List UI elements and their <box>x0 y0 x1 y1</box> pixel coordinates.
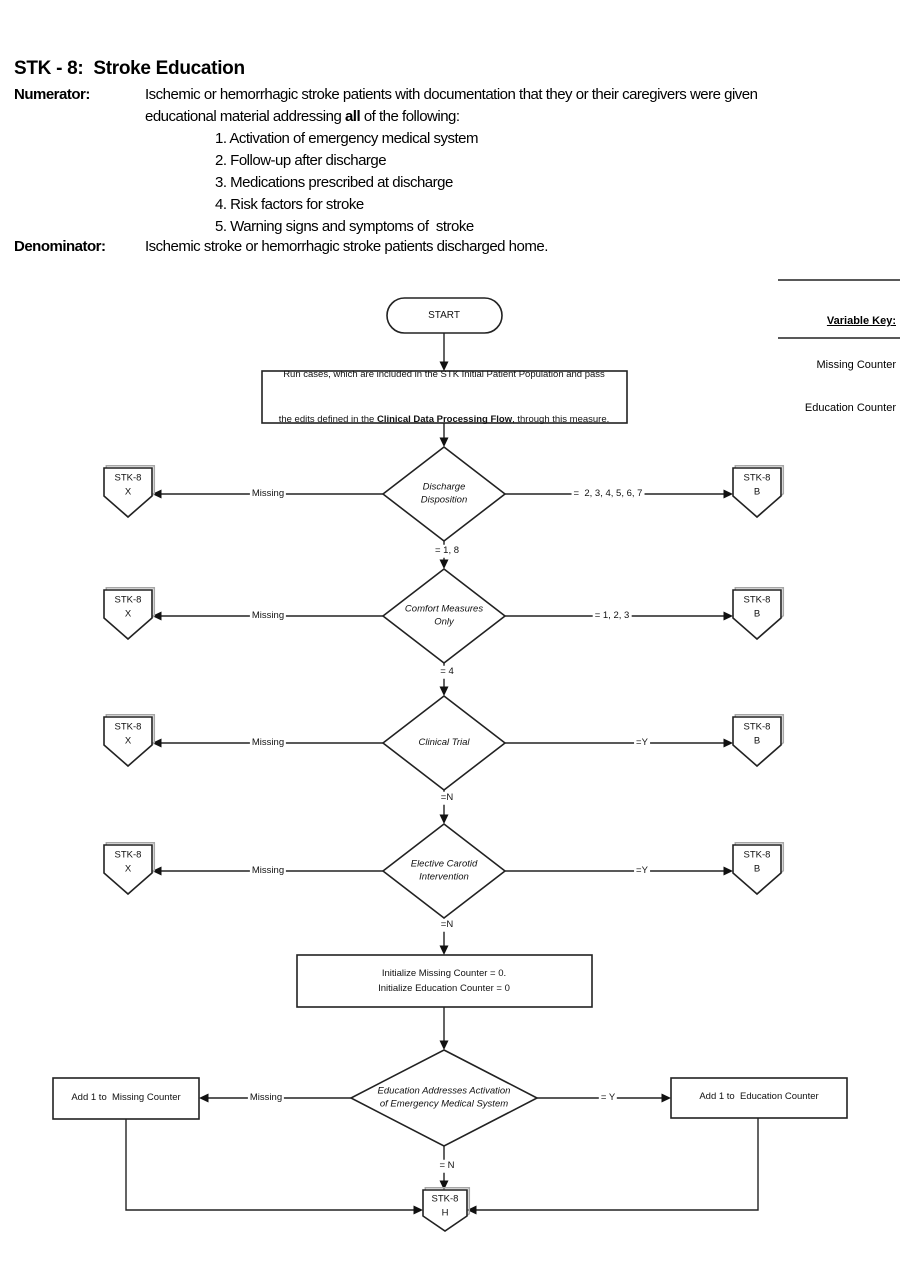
start-label: START <box>428 309 460 321</box>
variable-key-item-2: Education Counter <box>804 402 896 414</box>
decision-2-right-label: = 1, 2, 3 <box>594 609 630 621</box>
decision-3-right-label: =Y <box>636 736 648 748</box>
connector-h-text: STK-8 H <box>431 1193 459 1218</box>
page-title: STK - 8: Stroke Education <box>14 58 245 79</box>
denominator-text: Ischemic stroke or hemorrhagic stroke patients discharged home. <box>145 238 548 255</box>
numerator-line1: Ischemic or hemorrhagic stroke patients with documentation that they or their caregivers were given <box>145 86 758 103</box>
decision-1-right-label: = 2, 3, 4, 5, 6, 7 <box>573 487 643 499</box>
decision-1-text: Discharge Disposition <box>420 481 468 505</box>
action-add-education-counter-text: Add 1 to Education Counter <box>699 1090 819 1102</box>
connector-b-1-text: STK-8 B <box>743 472 771 497</box>
decision-4-down-label: =N <box>440 918 454 930</box>
variable-key <box>805 285 896 445</box>
decision-2-left-label: Missing <box>251 609 285 621</box>
decision-4-text: Elective Carotid Intervention <box>410 858 478 882</box>
decision-3-left-label: Missing <box>251 736 285 748</box>
process-initialize-counters-text: Initialize Missing Counter = 0. Initialize Education Counter = 0 <box>378 968 510 994</box>
numerator-line2: educational material addressing all of the following: <box>145 108 460 125</box>
variable-key-title: Variable Key: <box>826 315 896 327</box>
decision-2-down-label: = 4 <box>440 665 454 677</box>
decision-3-text: Clinical Trial <box>418 736 470 748</box>
connector-x-3-text: STK-8 X <box>114 721 142 746</box>
numerator-item-2: 2. Follow-up after discharge <box>215 152 387 169</box>
connector-b-4-text: STK-8 B <box>743 849 771 874</box>
numerator-item-3: 3. Medications prescribed at discharge <box>215 174 453 191</box>
denominator-label: Denominator: <box>14 238 106 255</box>
variable-key-item-1: Missing Counter <box>816 358 896 371</box>
decision-5-down-label: = N <box>439 1159 455 1171</box>
decision-4-right-label: =Y <box>636 864 648 876</box>
connector-b-2-text: STK-8 B <box>743 594 771 619</box>
connector-b-3-text: STK-8 B <box>743 721 771 746</box>
connector-x-2-text: STK-8 X <box>114 594 142 619</box>
numerator-item-1: 1. Activation of emergency medical system <box>215 130 478 147</box>
decision-1-down-label: = 1, 8 <box>434 544 460 556</box>
decision-2-text: Comfort Measures Only <box>404 603 484 627</box>
numerator-item-4: 4. Risk factors for stroke <box>215 196 364 213</box>
decision-5-right-label: = Y <box>600 1091 616 1103</box>
decision-5-left-label: Missing <box>249 1091 283 1103</box>
numerator-item-5: 5. Warning signs and symptoms of stroke <box>215 218 474 235</box>
decision-3-down-label: =N <box>440 791 454 803</box>
decision-5-text: Education Addresses Activation of Emergency Medical System <box>377 1085 511 1109</box>
connector-x-4-text: STK-8 X <box>114 849 142 874</box>
numerator-label: Numerator: <box>14 86 90 103</box>
process-run-cases-text: Run cases, which are included in the STK Initial Patient Population and pass the edits defined in the Clinical Data Processing Flow, through this measure. <box>278 369 610 425</box>
connector-x-1-text: STK-8 X <box>114 472 142 497</box>
action-add-missing-counter-text: Add 1 to Missing Counter <box>71 1091 181 1103</box>
decision-4-left-label: Missing <box>251 864 285 876</box>
decision-1-left-label: Missing <box>251 487 285 499</box>
